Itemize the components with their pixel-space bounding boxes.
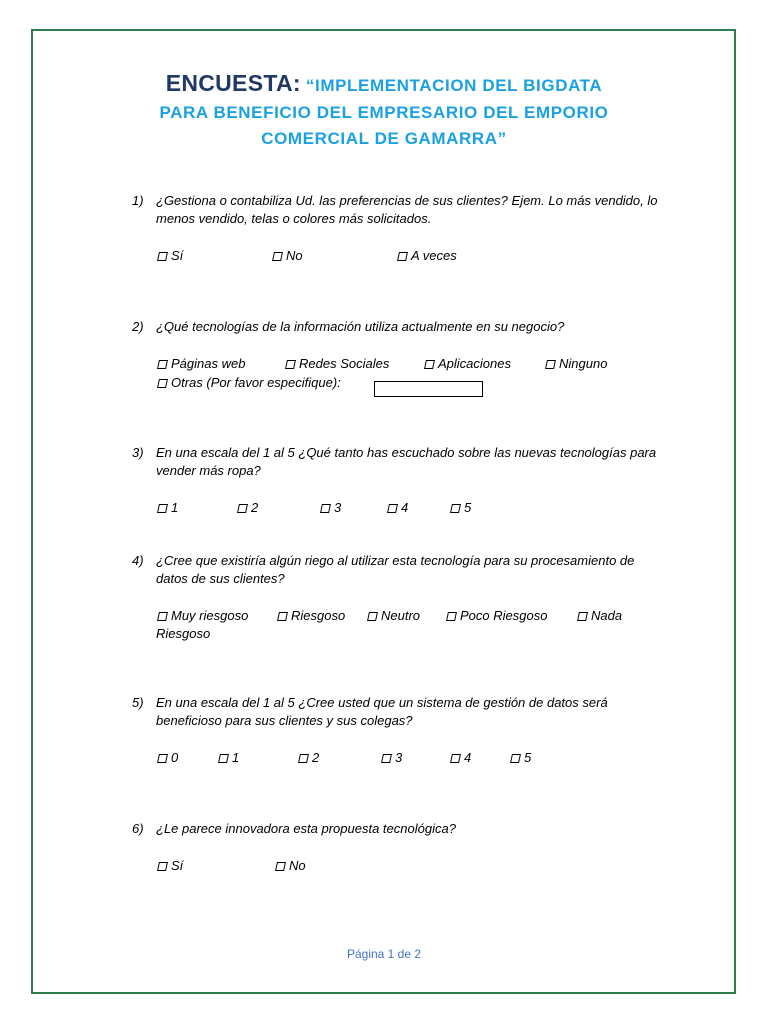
option-checkbox[interactable]: 2 <box>238 499 258 517</box>
checkbox-icon[interactable] <box>381 754 392 763</box>
checkbox-icon[interactable] <box>298 754 309 763</box>
checkbox-icon[interactable] <box>285 360 296 369</box>
option-checkbox[interactable]: Ninguno <box>546 355 607 373</box>
checkbox-icon[interactable] <box>367 612 378 621</box>
question-number: 5) <box>132 695 144 710</box>
option-checkbox[interactable]: Páginas web <box>158 355 245 373</box>
question-text: ¿Le parece innovadora esta propuesta tecnológica? <box>156 821 456 836</box>
option-checkbox[interactable]: No <box>273 247 303 265</box>
question-text: ¿Qué tecnologías de la información utiliza actualmente en su negocio? <box>156 319 565 334</box>
question-text: En una escala del 1 al 5 ¿Qué tanto has escuchado sobre las nuevas tecnologías para vender más ropa? <box>156 445 657 478</box>
question-number: 2) <box>132 319 144 334</box>
question-text: ¿Cree que existiría algún riego al utilizar esta tecnología para su procesamiento de datos de sus clientes? <box>156 553 635 586</box>
option-checkbox[interactable]: A veces <box>398 247 457 265</box>
option-checkbox[interactable]: No <box>276 857 306 875</box>
checkbox-icon[interactable] <box>450 754 461 763</box>
checkbox-icon[interactable] <box>218 754 229 763</box>
title-lead: ENCUESTA: <box>165 70 301 96</box>
option-label-continuation: Riesgoso <box>156 626 211 641</box>
checkbox-icon[interactable] <box>157 612 168 621</box>
checkbox-icon[interactable] <box>450 504 461 513</box>
option-checkbox[interactable]: 0 <box>158 749 178 767</box>
checkbox-icon[interactable] <box>157 504 168 513</box>
title-line-1: “IMPLEMENTACION DEL BIGDATA <box>305 76 603 95</box>
option-checkbox[interactable]: 1 <box>219 749 239 767</box>
option-checkbox[interactable]: 3 <box>321 499 341 517</box>
checkbox-icon[interactable] <box>157 252 168 261</box>
option-checkbox[interactable]: Sí <box>158 247 183 265</box>
checkbox-icon[interactable] <box>577 612 588 621</box>
survey-title <box>60 70 708 152</box>
title-line-2: PARA BENEFICIO DEL EMPRESARIO DEL EMPORIO <box>159 103 609 122</box>
option-checkbox[interactable]: 1 <box>158 499 178 517</box>
checkbox-icon[interactable] <box>157 360 168 369</box>
page-border <box>31 29 736 994</box>
option-checkbox[interactable]: Neutro <box>368 607 420 625</box>
title-line-3: COMERCIAL DE GAMARRA” <box>261 129 507 148</box>
checkbox-icon[interactable] <box>157 862 168 871</box>
checkbox-icon[interactable] <box>397 252 408 261</box>
checkbox-icon[interactable] <box>157 379 168 388</box>
question-number: 4) <box>132 553 144 568</box>
option-checkbox[interactable]: Nada <box>578 607 622 625</box>
question-text: ¿Gestiona o contabiliza Ud. las preferencias de sus clientes? Ejem. Lo más vendido, lo menos vendido, telas o colores más solicitados. <box>156 193 658 226</box>
option-checkbox[interactable]: 4 <box>388 499 408 517</box>
question-number: 1) <box>132 193 144 208</box>
option-checkbox[interactable]: Poco Riesgoso <box>447 607 547 625</box>
other-specify-input[interactable] <box>374 381 483 397</box>
option-checkbox[interactable]: Redes Sociales <box>286 355 389 373</box>
checkbox-icon[interactable] <box>510 754 521 763</box>
option-checkbox[interactable]: 2 <box>299 749 319 767</box>
checkbox-icon[interactable] <box>446 612 457 621</box>
option-checkbox[interactable]: 5 <box>511 749 531 767</box>
option-checkbox[interactable]: 4 <box>451 749 471 767</box>
checkbox-icon[interactable] <box>237 504 248 513</box>
checkbox-icon[interactable] <box>424 360 435 369</box>
checkbox-icon[interactable] <box>277 612 288 621</box>
option-checkbox[interactable]: Sí <box>158 857 183 875</box>
option-checkbox[interactable]: 3 <box>382 749 402 767</box>
checkbox-icon[interactable] <box>545 360 556 369</box>
checkbox-icon[interactable] <box>387 504 398 513</box>
checkbox-icon[interactable] <box>272 252 283 261</box>
checkbox-icon[interactable] <box>157 754 168 763</box>
checkbox-icon[interactable] <box>320 504 331 513</box>
option-checkbox[interactable]: Muy riesgoso <box>158 607 248 625</box>
page-number: Página 1 de 2 <box>346 947 422 961</box>
question-number: 6) <box>132 821 144 836</box>
checkbox-icon[interactable] <box>275 862 286 871</box>
question-text: En una escala del 1 al 5 ¿Cree usted que un sistema de gestión de datos será beneficioso para sus clientes y sus colegas? <box>156 695 608 728</box>
option-checkbox[interactable]: 5 <box>451 499 471 517</box>
option-checkbox[interactable]: Aplicaciones <box>425 355 511 373</box>
option-checkbox[interactable]: Otras (Por favor especifique): <box>158 374 341 392</box>
question-number: 3) <box>132 445 144 460</box>
option-checkbox[interactable]: Riesgoso <box>278 607 345 625</box>
